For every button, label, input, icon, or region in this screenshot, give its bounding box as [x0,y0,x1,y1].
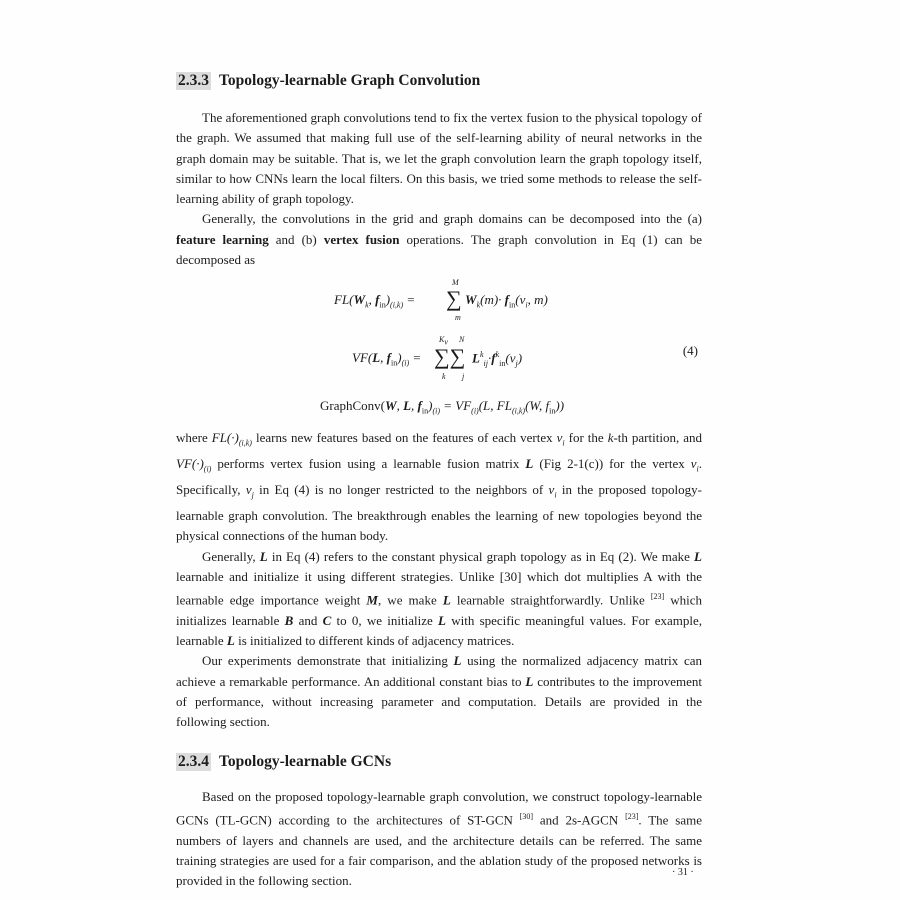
paragraph-5: Our experiments demonstrate that initializing L using the normalized adjacency matrix can achieve a remarkable performance. An additional constant bias to L contributes to the improvement of performance, without increasing parameter and computation. Details are provided in the following section. [176,653,702,730]
section-title: Topology-learnable Graph Convolution [219,72,481,89]
section-heading-2-3-3 [176,72,702,90]
paragraph-1: The aforementioned graph convolutions tend to fix the vertex fusion to the physical topology of the graph. We assumed that making full use of the self-learning ability of neural networks in the graph domain may be suitable. That is, we let the graph convolution learn the graph topology itself, similar to how CNNs learn the local filters. On this basis, we tried some methods to release the self-learning ability of graph topology. [176,110,702,207]
equation-vf: VF(L, $f_{in})_{(i)}$ = [352,350,422,368]
page-number: · 31 · [672,867,694,878]
section-heading-2-3-4 [176,753,702,771]
sum-lower-limit: m [455,313,461,323]
section-title: Topology-learnable GCNs [219,752,392,770]
paragraph-3: where $FL(\cdot)_{(i,k)}$ learns new features based on the features of each vertex $v_i$ for the k-th partition, and $VF(\cdot)_{(i)}$ performs vertex fusion using a learnable fusion matrix L (Fig 2-1(c)) for the vertex $v_i$. Specifically, $v_j$ in Eq (4) is no longer restricted to the neighbors of $v_i$ in the proposed topology-learnable graph convolution. The breakthrough enables the learning of new topologies beyond the physical connections of the human body. [176,430,703,544]
paragraph-4: Generally, L in Eq (4) refers to the constant physical graph topology as in Eq (2). We make L learnable and initialize it using different strategies. Unlike [30] which dot multiplies A with the learnable edge importance weight M, we make L learnable straightforwardly. Unlike [23] which initializes learnable B and C to 0, we initialize L with specific meaningful values. For example, learnable L is initialized to different kinds of adjacency matrices. [176,548,703,649]
equation-fl: $FL(W_k$, $f_{in})_{(i,k)}$ = [334,292,416,310]
page-content [176,72,702,891]
paragraph-6: Based on the proposed topology-learnable graph convolution, we construct topology-learnable GCNs (TL-GCN) according to the architectures of ST-GCN [30] and 2s-AGCN [23]. The same numbers of layers and channels are used, and the architecture details can be referred. The same training strategies are used for a fair comparison, and the ablation study of the proposed networks is provided in the following section. [176,788,702,889]
equation-number: (4) [682,343,698,359]
paragraph-2: Generally, the convolutions in the grid and graph domains can be decomposed into the (a) feature learning and (b) vertex fusion operations. The graph convolution in Eq (1) can be decomposed as [176,211,702,268]
section-number: 2.3.3 [178,72,209,89]
sum-upper-limit: M [452,278,459,288]
equation-graphconv: GraphConv(W, L, $f_{in})_{(i)} = VF_{(i)}(L$, $FL_{(i,k)}(W$, $f_{in}$)) [320,398,565,416]
equation-4: $FL(W_k$, $f_{in})_{(i,k)}$ = M ∑ m $W_k(m)\cdot f_{in}(v_i$, m) VF(L, $f_{in})_{(i)}$ = $K_v$ N ∑∑ k j $L^k_{ij}\cdot f^k_{in}(v_j)$ (4) GraphConv(W, L, $f_{in})_{(i)} = VF_{(i)}(L$, $FL_{(i,k)}(W$, $f_{in}$)) [320,278,698,416]
section-number: 2.3.4 [178,752,209,770]
